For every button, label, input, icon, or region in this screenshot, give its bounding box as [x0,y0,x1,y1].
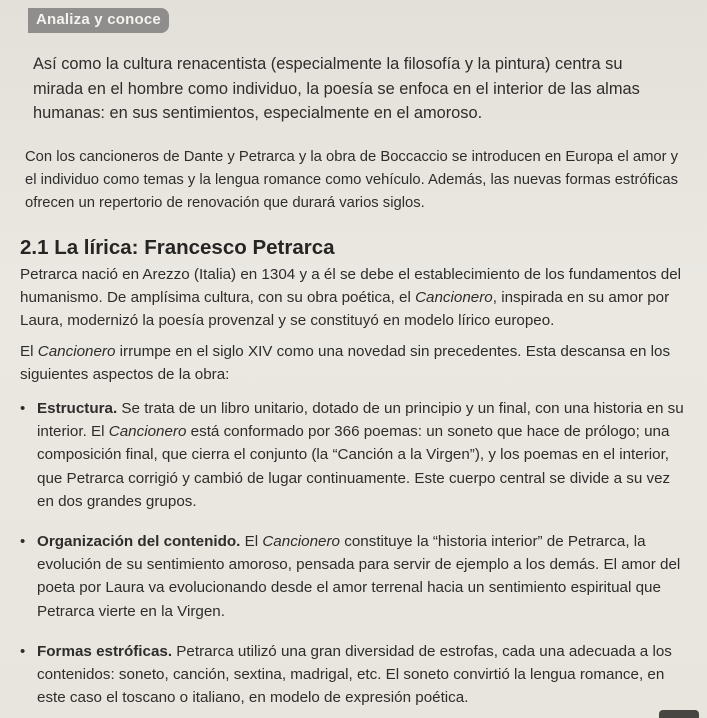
text-run: está conformado por 366 poemas: un soneto que hace de prólogo; una composición final, que cierra el conjunto (la “Canción a la Virgen”), y los poemas en el interior, que Petrarca corrigió y cambió de lugar continuamente. Este cuerpo central se divide a su vez en dos grandes grupos. [37,423,671,510]
book-title: Cancionero [108,423,187,441]
list-item-formas [20,640,688,710]
text-run: El [240,533,263,551]
book-title: Cancionero [37,343,116,360]
item-lead: Organización del contenido. [37,533,241,551]
book-title: Cancionero [415,289,493,307]
text-run: Petrarca nació en Arezzo (Italia) en 1304 y a él se debe el establecimiento de los fundamentos del humanismo. De amplísima cultura, con su obra poética, el [20,266,682,307]
bullet-icon: • [20,400,26,417]
intro-paragraph-2: Con los cancioneros de Dante y Petrarca y la obra de Boccaccio se introducen en Europa el amor y el individuo como temas y la lengua romance como vehículo. Además, las nuevas formas estróficas ofrecen un repertorio de renovación que durará varios siglos. [25,149,679,211]
section-badge: Analiza y conoce [28,8,169,33]
text-run: Petrarca utilizó una gran diversidad de estrofas, cada una adecuada a los contenidos: soneto, canción, sextina, madrigal, etc. El soneto convirtió la lengua romance, en este caso el toscano o italiano, en modelo de expresión poética. [37,642,672,707]
text-run: irrumpe en el siglo XIV como una novedad sin precedentes. Esta descansa en los siguientes aspectos de la obra: [20,343,671,384]
list-item-estructura [20,397,688,513]
text-run: constituye la “historia interior” de Petrarca, la evolución de su sentimiento amoroso, pensada para servir de ejemplo a los demás. El amor del poeta por Laura va evolucionando desde el amor terrenal hacia un sentimiento espiritual que Petrarca vierte en la Virgen. [37,533,681,620]
text-run: Se trata de un libro unitario, dotado de un principio y un final, con una historia en su interior. El [37,400,684,441]
section-heading: 2.1 La lírica: Francesco Petrarca [20,236,335,259]
petrarca-bio-paragraph [20,263,688,333]
text-run: , inspirada en su amor por Laura, modernizó la poesía provenzal y se constituyó en modelo lírico europeo. [20,289,670,330]
bullet-icon: • [20,533,26,551]
intro-paragraph-1: Así como la cultura renacentista (especialmente la filosofía y la pintura) centra su mirada en el hombre como individuo, la poesía se enfoca en el interior de las almas humanas: en sus sentimientos, especialmente en el amoroso. [33,55,640,122]
list-item-organizacion [20,530,688,623]
corner-shadow [659,710,699,718]
item-lead: Formas estróficas. [37,642,173,660]
text-run: El [20,343,38,360]
item-lead: Estructura. [37,400,118,417]
book-title: Cancionero [262,533,341,551]
cancionero-intro-paragraph [20,340,688,386]
bullet-icon: • [20,642,26,660]
aspects-list [20,397,688,709]
